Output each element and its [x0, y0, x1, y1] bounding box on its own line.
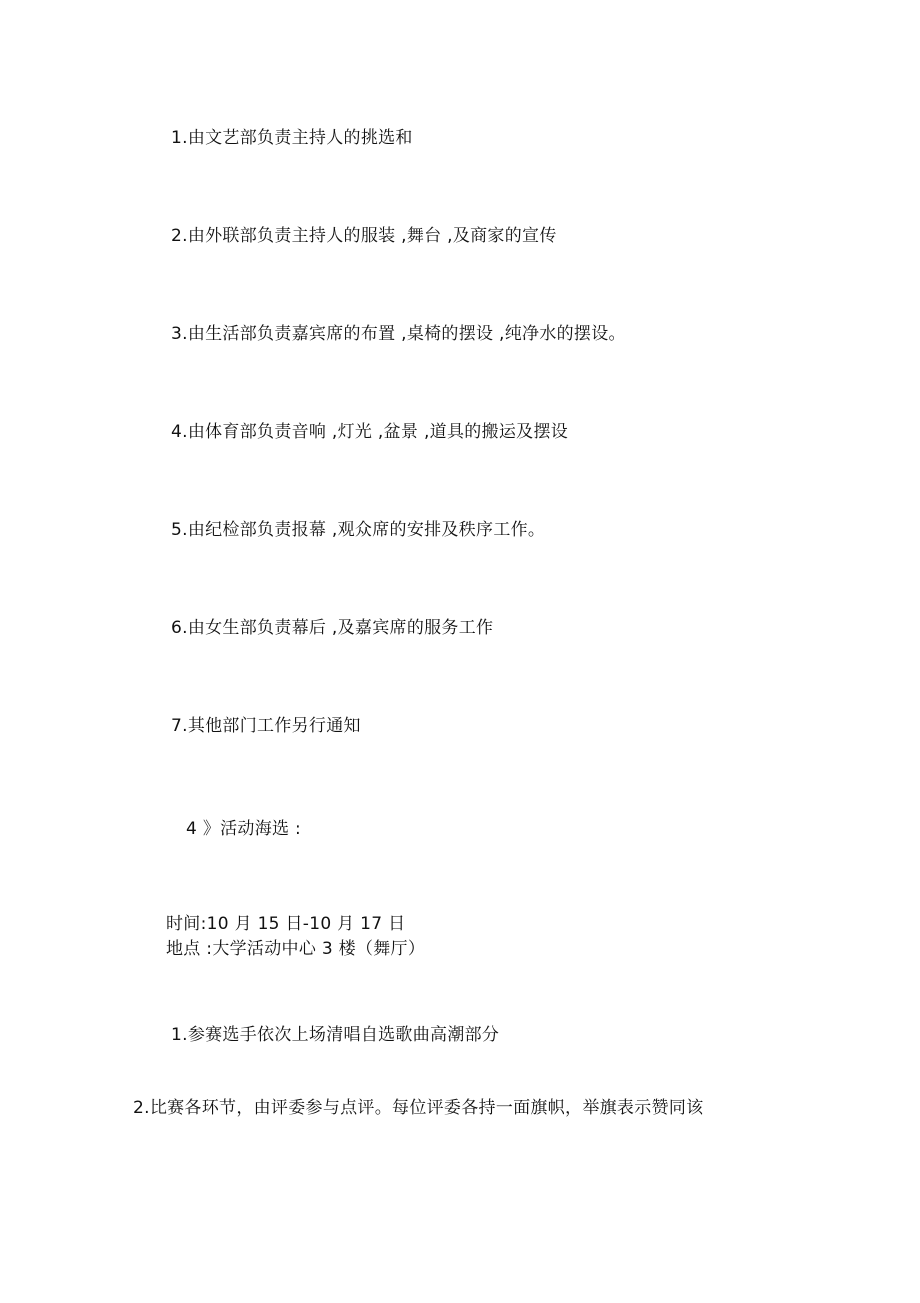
rule-item-2: 2.比赛各环节，由评委参与点评。每位评委各持一面旗帜，举旗表示赞同该	[133, 1098, 704, 1118]
section-heading: 4 》活动海选 :	[186, 819, 302, 839]
duty-item-4: 4.由体育部负责音响 ,灯光 ,盆景 ,道具的搬运及摆设	[171, 422, 569, 442]
event-time: 时间:10 月 15 日-10 月 17 日	[166, 914, 406, 934]
duty-item-3: 3.由生活部负责嘉宾席的布置 ,桌椅的摆设 ,纯净水的摆设。	[171, 324, 626, 344]
duty-item-1: 1.由文艺部负责主持人的挑选和	[171, 128, 413, 148]
duty-item-5: 5.由纪检部负责报幕 ,观众席的安排及秩序工作。	[171, 520, 546, 540]
event-place: 地点 :大学活动中心 3 楼（舞厅）	[166, 939, 426, 959]
duty-item-2: 2.由外联部负责主持人的服装 ,舞台 ,及商家的宣传	[171, 226, 557, 246]
duty-item-6: 6.由女生部负责幕后 ,及嘉宾席的服务工作	[171, 618, 494, 638]
rule-item-1: 1.参赛选手依次上场清唱自选歌曲高潮部分	[171, 1025, 500, 1045]
duty-item-7: 7.其他部门工作另行通知	[171, 716, 361, 736]
